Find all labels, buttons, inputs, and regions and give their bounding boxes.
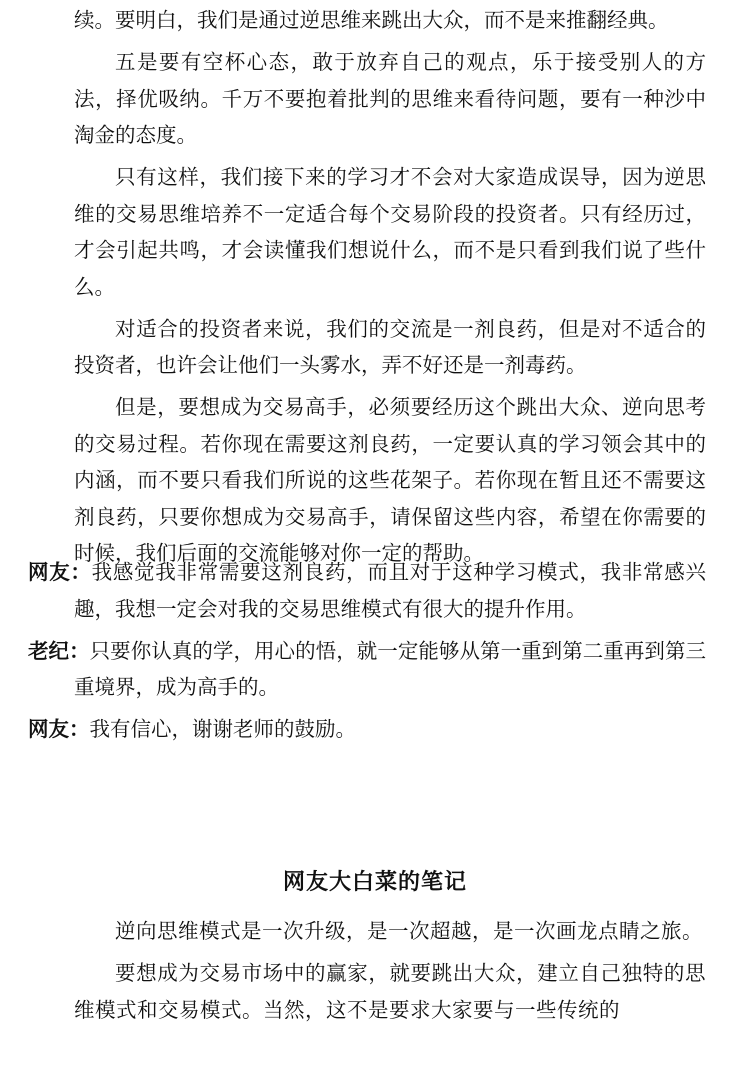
dialogue-block [28,554,706,753]
dialogue-turn [28,633,706,706]
paragraph-only-this-way: 只有这样，我们接下来的学习才不会对大家造成误导，因为逆思维的交易思维培养不一定适合每个交易阶段的投资者。只有经历过，才会引起共鸣，才会读懂我们想说什么，而不是只看到我们说了些什么。 [74,165,706,299]
dialogue-text: 我有信心，谢谢老师的鼓励。 [89,717,356,741]
paragraph-become-expert: 但是，要想成为交易高手，必须要经历这个跳出大众、逆向思考的交易过程。若你现在需要这剂良药，一定要认真的学习领会其中的内涵，而不要只看我们所说的这些花架子。若你现在暂且还不需要这剂良药，只要你想成为交易高手，请保留这些内容，希望在你需要的时候，我们后面的交流能够对你一定的帮助。 [74,395,706,565]
speaker-label: 老纪： [28,638,90,663]
speaker-label: 网友： [28,560,92,584]
paragraph-market-winner: 要想成为交易市场中的赢家，就要跳出大众，建立自己独特的思维模式和交易模式。当然，这不是要求大家要与一些传统的 [74,961,706,1022]
lower-text-block [74,913,706,1034]
paragraph-continuation: 续。要明白，我们是通过逆思维来跳出大众，而不是来推翻经典。 [74,8,669,32]
dialogue-turn [28,554,706,627]
dialogue-text: 只要你认真的学，用心的悟，就一定能够从第一重到第二重再到第三重境界，成为高手的。 [74,638,706,699]
speaker-label: 网友： [28,717,90,741]
paragraph-reverse-thinking: 逆向思维模式是一次升级，是一次超越，是一次画龙点睛之旅。 [115,919,703,943]
upper-text-block [74,2,706,577]
section-title: 网友大白菜的笔记 [282,870,467,895]
paragraph-suitable-investors: 对适合的投资者来说，我们的交流是一剂良药，但是对不适合的投资者，也许会让他们一头雾水，弄不好还是一剂毒药。 [74,316,706,377]
dialogue-turn [28,711,706,748]
paragraph-empty-cup: 五是要有空杯心态，敢于放弃自己的观点，乐于接受别人的方法，择优吸纳。千万不要抱着批判的思维来看待问题，要有一种沙中淘金的态度。 [74,50,706,147]
dialogue-text: 我感觉我非常需要这剂良药，而且对于这种学习模式，我非常感兴趣，我想一定会对我的交易思维模式有很大的提升作用。 [74,560,707,621]
